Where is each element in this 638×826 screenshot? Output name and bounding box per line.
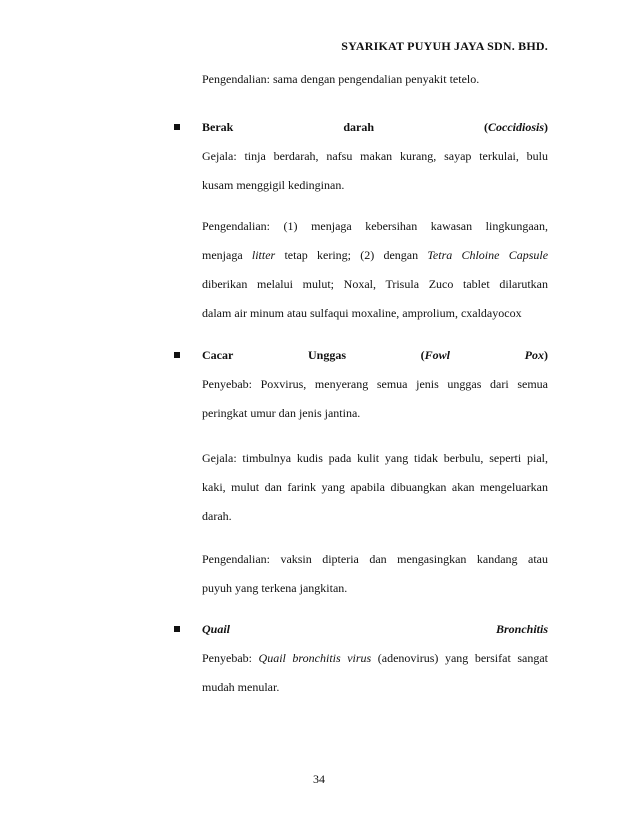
section-heading-berak: [174, 113, 548, 142]
paragraph-line: Gejala: timbulnya kudis pada kulit yang tidak berbulu, seperti pial,: [202, 451, 548, 465]
bullet-icon: [174, 626, 180, 632]
heading-word: Quail: [202, 622, 231, 636]
berak-gejala: [202, 142, 548, 200]
bullet-icon: [174, 124, 180, 130]
berak-pengendalian: [202, 212, 548, 328]
bullet-icon: [174, 352, 180, 358]
paragraph-line: Pengendalian: vaksin dipteria dan mengasingkan kandang atau: [202, 552, 548, 566]
heading-word: Berak: [202, 120, 234, 134]
heading-word: Pox): [524, 348, 548, 362]
paragraph-line: Penyebab: Quail bronchitis virus (adenovirus) yang bersifat sangat: [202, 651, 548, 665]
intro-paragraph: [202, 65, 548, 94]
paragraph-line: mudah menular.: [202, 680, 280, 694]
heading-word: darah: [343, 120, 375, 134]
cacar-pengendalian: [202, 545, 548, 603]
intro-line: Pengendalian: sama dengan pengendalian penyakit tetelo.: [202, 72, 480, 86]
heading-word: Cacar: [202, 348, 234, 362]
page-header: SYARIKAT PUYUH JAYA SDN. BHD.: [341, 39, 548, 53]
paragraph-line: puyuh yang terkena jangkitan.: [202, 581, 348, 595]
paragraph-line: kaki, mulut dan farink yang apabila dibuangkan akan mengeluarkan: [202, 480, 548, 494]
quail-penyebab: [202, 644, 548, 702]
paragraph-line: menjaga litter tetap kering; (2) dengan Tetra Chloine Capsule: [202, 248, 548, 262]
page-number: 34: [313, 772, 325, 786]
paragraph-line: darah.: [202, 509, 232, 523]
heading-word: (Fowl: [420, 348, 450, 362]
heading-word: (Coccidiosis): [484, 120, 548, 134]
heading-word: Unggas: [307, 348, 346, 362]
paragraph-line: peringkat umur dan jenis jantina.: [202, 406, 361, 420]
paragraph-line: Gejala: tinja berdarah, nafsu makan kurang, sayap terkulai, bulu: [202, 149, 548, 163]
paragraph-line: Pengendalian: (1) menjaga kebersihan kawasan lingkungaan,: [202, 219, 548, 233]
section-heading-quail: [174, 615, 548, 644]
paragraph-line: kusam menggigil kedinginan.: [202, 178, 345, 192]
heading-word: Bronchitis: [495, 622, 548, 636]
cacar-penyebab: [202, 370, 548, 428]
paragraph-line: Penyebab: Poxvirus, menyerang semua jenis unggas dari semua: [202, 377, 548, 391]
cacar-gejala: [202, 444, 548, 531]
paragraph-line: diberikan melalui mulut; Noxal, Trisula Zuco tablet dilarutkan: [202, 277, 548, 291]
paragraph-line: dalam air minum atau sulfaqui moxaline, amprolium, cxaldayocox: [202, 306, 522, 320]
section-heading-cacar: [174, 341, 548, 370]
